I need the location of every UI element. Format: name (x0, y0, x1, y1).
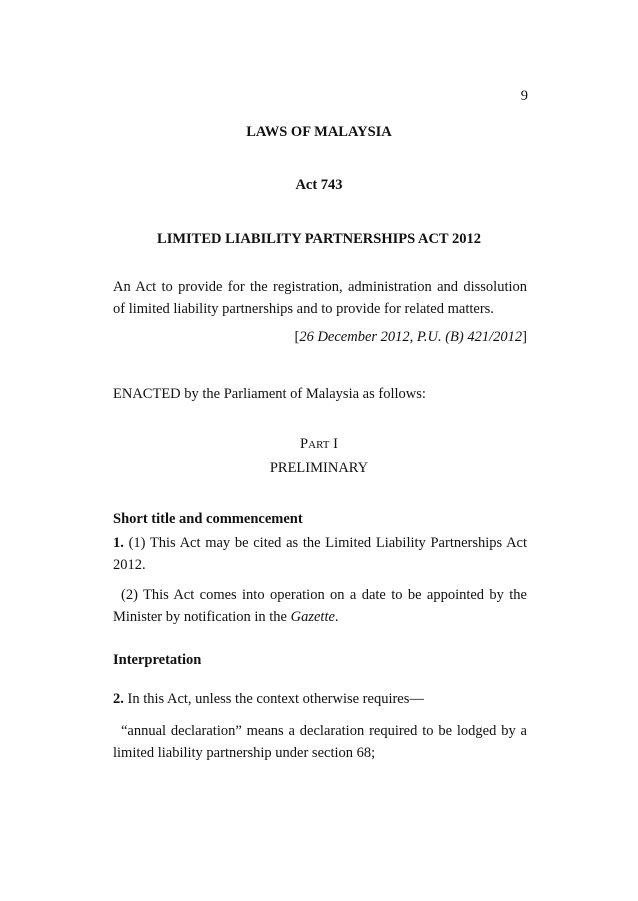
section-2-heading: Interpretation (113, 652, 202, 668)
page-number: 9 (520, 88, 528, 104)
part-rest-letters: ART (308, 439, 330, 451)
act-title: LIMITED LIABILITY PARTNERSHIPS ACT 2012 (157, 231, 481, 247)
section-1-number: 1. (113, 535, 124, 551)
part-numeral: I (333, 436, 338, 452)
date-text: 26 December 2012, P.U. (B) 421/2012 (299, 329, 523, 345)
section-2-intro-text: In this Act, unless the context otherwise requires— (127, 691, 424, 707)
section-1-heading: Short title and commencement (113, 511, 303, 527)
part-title: PRELIMINARY (269, 460, 369, 476)
section-1-sub2-text: (2) This Act comes into operation on a date to be appointed by the Minister by notification in the (113, 587, 527, 625)
enacting-clause: ENACTED by the Parliament of Malaysia as follows: (113, 386, 426, 402)
long-title: An Act to provide for the registration, administration and dissolution of limited liability partnerships and to provide for related matters. (113, 279, 527, 317)
part-label (113, 436, 525, 453)
enactment-date (113, 329, 527, 346)
definition-annual-declaration: “annual declaration” means a declaration required to be lodged by a limited liability partnership under section 68; (113, 723, 527, 761)
act-number: Act 743 (295, 177, 343, 193)
section-1-subsection-2 (113, 584, 527, 628)
section-1-sub2-end: . (334, 609, 339, 625)
section-1-sub1-text: (1) This Act may be cited as the Limited Liability Partnerships Act 2012. (113, 535, 528, 573)
section-1-subsection-1 (113, 532, 527, 576)
section-2-intro (113, 688, 527, 710)
date-open-bracket: [ (294, 329, 300, 345)
section-2-number: 2. (113, 691, 124, 707)
part-first-letter: P (300, 436, 309, 452)
date-close-bracket: ] (522, 329, 527, 345)
gazette-word: Gazette (290, 609, 335, 625)
laws-title: LAWS OF MALAYSIA (246, 124, 392, 140)
